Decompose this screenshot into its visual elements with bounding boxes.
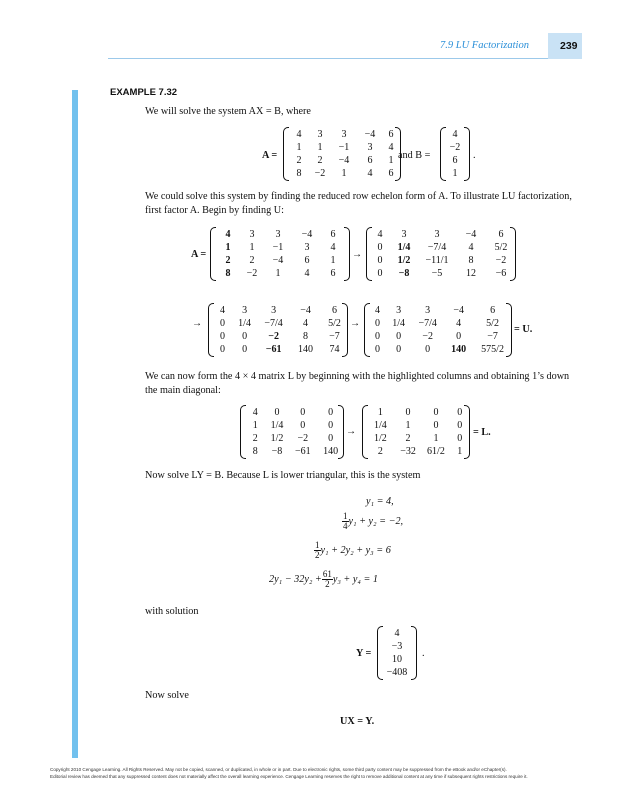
matrix-cell: 0 [220, 331, 225, 342]
matrix-cell: 1/4 [392, 318, 406, 329]
label-a-2: A = [191, 249, 207, 260]
matrix-cell: 0 [433, 407, 439, 418]
matrix-cell: −1 [272, 242, 284, 253]
matrix-cell: 12 [466, 268, 476, 279]
matrix-cell: 3 [275, 229, 281, 240]
matrix-cell: 3 [434, 229, 440, 240]
matrix-cell: 0 [433, 420, 439, 431]
matrix-cell: 140 [298, 344, 314, 355]
matrix-cell: 4 [367, 168, 373, 179]
matrix-a-highlighted [210, 227, 350, 281]
arrow-4: → [346, 426, 357, 437]
matrix-cell: 1/4 [238, 318, 251, 329]
matrix-cell: −4 [272, 255, 284, 266]
matrix-u [364, 303, 512, 357]
matrix-cell: 5/2 [486, 318, 499, 329]
matrix-cell: 2 [377, 446, 383, 457]
matrix-cell: 1/4 [397, 242, 411, 253]
paragraph-now-solve: Now solve [145, 690, 189, 701]
vector-cell: 1 [452, 168, 458, 179]
matrix-cell: 1 [405, 420, 411, 431]
vector-cell: 10 [392, 654, 402, 665]
arrow-3: → [350, 318, 361, 329]
matrix-cell: 1 [252, 420, 258, 431]
matrix-cell: 1 [388, 155, 394, 166]
matrix-cell: 3 [367, 142, 373, 153]
matrix-cell: −2 [246, 268, 258, 279]
matrix-cell: 4 [296, 129, 302, 140]
matrix-cell: 4 [252, 407, 258, 418]
label-a: A = [262, 150, 278, 161]
matrix-cell: 74 [329, 344, 340, 355]
matrix-cell: −7/4 [427, 242, 447, 253]
paragraph-intro: We will solve the system AX = B, where [145, 106, 311, 117]
matrix-cell: 61/2 [427, 446, 445, 457]
matrix-cell: 6 [304, 255, 310, 266]
matrix-cell: −8 [398, 268, 410, 279]
equation-2: $\frac{1}{4}$ y₁ + y₂ = −2, [343, 511, 404, 531]
matrix-a [283, 127, 401, 181]
matrix-cell: 4 [303, 318, 309, 329]
matrix-cell: 8 [225, 268, 231, 279]
matrix-cell: 0 [377, 268, 383, 279]
matrix-cell: 1/2 [373, 433, 387, 444]
equation-1: y₁ = 4, [366, 496, 394, 507]
arrow-2: → [192, 318, 203, 329]
matrix-cell: 1/4 [373, 420, 387, 431]
matrix-cell: −1 [338, 142, 350, 153]
matrix-cell: 6 [330, 229, 336, 240]
matrix-cell: 575/2 [481, 344, 504, 355]
matrix-cell: −4 [301, 229, 313, 240]
label-y: Y = [356, 648, 372, 659]
matrix-cell: 0 [457, 433, 463, 444]
matrix-cell: 0 [242, 344, 248, 355]
matrix-cell: 3 [242, 305, 248, 316]
matrix-cell: 4 [377, 229, 383, 240]
matrix-cell: −5 [431, 268, 443, 279]
matrix-cell: 4 [456, 318, 462, 329]
matrix-cell: 6 [490, 305, 496, 316]
matrix-cell: 6 [388, 168, 394, 179]
vector-cell: −2 [449, 142, 461, 153]
matrix-cell: 6 [367, 155, 373, 166]
matrix-cell: 3 [401, 229, 407, 240]
matrix-cell: 0 [300, 407, 306, 418]
matrix-cell: 1 [317, 142, 323, 153]
matrix-cell: 1/4 [270, 420, 284, 431]
matrix-cell: 0 [456, 331, 462, 342]
matrix-cell: 0 [220, 318, 225, 329]
matrix-cell: 0 [457, 420, 463, 431]
matrix-cell: 3 [341, 129, 347, 140]
matrix-cell: −7/4 [418, 318, 437, 329]
matrix-cell: 0 [375, 331, 381, 342]
matrix-step1 [366, 227, 516, 281]
matrix-cell: 6 [330, 268, 336, 279]
matrix-cell: 1 [296, 142, 302, 153]
matrix-cell: 1 [433, 433, 439, 444]
matrix-cell: 0 [396, 331, 402, 342]
page-number: 239 [560, 40, 578, 52]
vector-cell: −408 [386, 667, 408, 678]
matrix-cell: −7 [487, 331, 498, 342]
matrix-cell: 0 [425, 344, 431, 355]
matrix-cell: 2 [296, 155, 302, 166]
matrix-cell: −7/4 [264, 318, 283, 329]
matrix-cell: 140 [451, 344, 467, 355]
matrix-cell: 8 [303, 331, 309, 342]
matrix-l [362, 405, 470, 459]
matrix-cell: 0 [375, 318, 381, 329]
period: . [473, 150, 476, 161]
matrix-cell: 5/2 [328, 318, 341, 329]
matrix-cell: 4 [225, 229, 231, 240]
matrix-cell: 6 [331, 305, 337, 316]
matrix-cell: 4 [220, 305, 225, 316]
paragraph-factor: We could solve this system by finding the reduced row echelon form of A. To illustrate LU factorization, first factor A. Begin by finding U: [145, 191, 572, 216]
header-rule [108, 58, 548, 59]
equation-4: 2y₁ − 32y₂ + $\frac{61}{2}$ y₃ + y₄ = 1 [269, 569, 378, 589]
matrix-step2 [208, 303, 348, 357]
matrix-cell: 6 [498, 229, 504, 240]
example-margin-bar [72, 90, 78, 758]
matrix-cell: 3 [271, 305, 277, 316]
matrix-cell: 4 [330, 242, 336, 253]
label-and-b: and B = [398, 150, 431, 161]
matrix-cell: 1/2 [397, 255, 411, 266]
matrix-cell: 0 [457, 407, 463, 418]
matrix-cell: −4 [300, 305, 311, 316]
matrix-cell: 8 [296, 168, 302, 179]
matrix-cell: 3 [317, 129, 323, 140]
vector-y [377, 626, 417, 680]
matrix-cell: 0 [396, 344, 402, 355]
paragraph-solve-ly: Now solve LY = B. Because L is lower triangular, this is the system [145, 470, 421, 481]
copyright-footer-line2: Editorial review has deemed that any suppressed content does not materially affect the overall learning experience. Cengage Learning reserves the right to remove additional content at any time if subsequent rights restrictions require it. [50, 774, 528, 779]
matrix-cell: −8 [271, 446, 283, 457]
matrix-cell: 1 [341, 168, 347, 179]
matrix-cell: 4 [375, 305, 381, 316]
example-heading: EXAMPLE 7.32 [110, 87, 178, 98]
matrix-cell: 2 [252, 433, 258, 444]
matrix-cell: 1 [377, 407, 383, 418]
matrix-cell: 8 [468, 255, 474, 266]
matrix-cell: 4 [304, 268, 310, 279]
matrix-cell: 2 [225, 255, 231, 266]
matrix-cell: 0 [377, 255, 383, 266]
vector-cell: 4 [394, 628, 400, 639]
vector-cell: 4 [452, 129, 458, 140]
matrix-cell: 0 [274, 407, 280, 418]
matrix-cell: 3 [304, 242, 310, 253]
matrix-b [440, 127, 470, 181]
matrix-cell: −61 [265, 344, 282, 355]
matrix-cell: 0 [328, 433, 334, 444]
matrix-cell: 1 [330, 255, 336, 266]
matrix-cell: 4 [468, 242, 474, 253]
matrix-cell: 140 [323, 446, 339, 457]
matrix-cell: −4 [465, 229, 477, 240]
matrix-cell: −4 [338, 155, 350, 166]
matrix-cell: 3 [396, 305, 402, 316]
matrix-cell: 1 [249, 242, 255, 253]
matrix-cell: −7 [329, 331, 340, 342]
matrix-cell: −11/1 [425, 255, 449, 266]
period-2: . [422, 648, 425, 659]
matrix-cell: −2 [297, 433, 309, 444]
matrix-cell: 3 [249, 229, 255, 240]
equals-u: = U. [514, 324, 533, 335]
matrix-cell: 0 [328, 407, 334, 418]
matrix-cell: −32 [400, 446, 416, 457]
equation-3: $\frac{1}{2}$ y₁ + 2y₂ + y₃ = 6 [315, 540, 391, 560]
matrix-cell: 2 [249, 255, 255, 266]
matrix-cell: −2 [422, 331, 433, 342]
matrix-cell: 5/2 [494, 242, 508, 253]
matrix-cell: 2 [317, 155, 323, 166]
matrix-cell: −4 [364, 129, 376, 140]
matrix-cell: 2 [405, 433, 411, 444]
matrix-cell: 0 [375, 344, 381, 355]
matrix-cell: 1/2 [270, 433, 284, 444]
matrix-cell: 0 [220, 344, 225, 355]
vector-cell: −3 [391, 641, 403, 652]
matrix-cell: −2 [495, 255, 507, 266]
running-header-section: 7.9 LU Factorization [440, 40, 529, 51]
matrix-cell: 4 [388, 142, 394, 153]
matrix-cell: 0 [405, 407, 411, 418]
arrow-1: → [352, 249, 363, 260]
matrix-cell: −2 [268, 331, 279, 342]
matrix-l-columns [240, 405, 344, 459]
matrix-cell: 0 [377, 242, 383, 253]
matrix-cell: 6 [388, 129, 394, 140]
matrix-cell: 1 [225, 242, 231, 253]
matrix-cell: 3 [425, 305, 431, 316]
matrix-cell: 8 [252, 446, 258, 457]
paragraph-form-l: We can now form the 4 × 4 matrix L by beginning with the highlighted columns and obtaining 1’s down the main diagonal: [145, 371, 570, 396]
matrix-cell: 0 [300, 420, 306, 431]
vector-cell: 6 [452, 155, 458, 166]
matrix-cell: −61 [294, 446, 311, 457]
matrix-cell: −4 [453, 305, 464, 316]
matrix-cell: −2 [314, 168, 326, 179]
matrix-cell: 1 [275, 268, 281, 279]
matrix-cell: 1 [457, 446, 463, 457]
matrix-cell: −6 [495, 268, 507, 279]
matrix-cell: 0 [242, 331, 248, 342]
matrix-cell: 0 [328, 420, 334, 431]
paragraph-with-solution: with solution [145, 606, 199, 617]
equals-l: = L. [473, 427, 491, 438]
copyright-footer-line1: Copyright 2010 Cengage Learning. All Rights Reserved. May not be copied, scanned, or duplicated, in whole or in part. Due to electronic rights, some third party content may be suppressed from the eBook and/or eChapter(s). [50, 767, 507, 772]
equation-ux-y: UX = Y. [340, 716, 375, 727]
